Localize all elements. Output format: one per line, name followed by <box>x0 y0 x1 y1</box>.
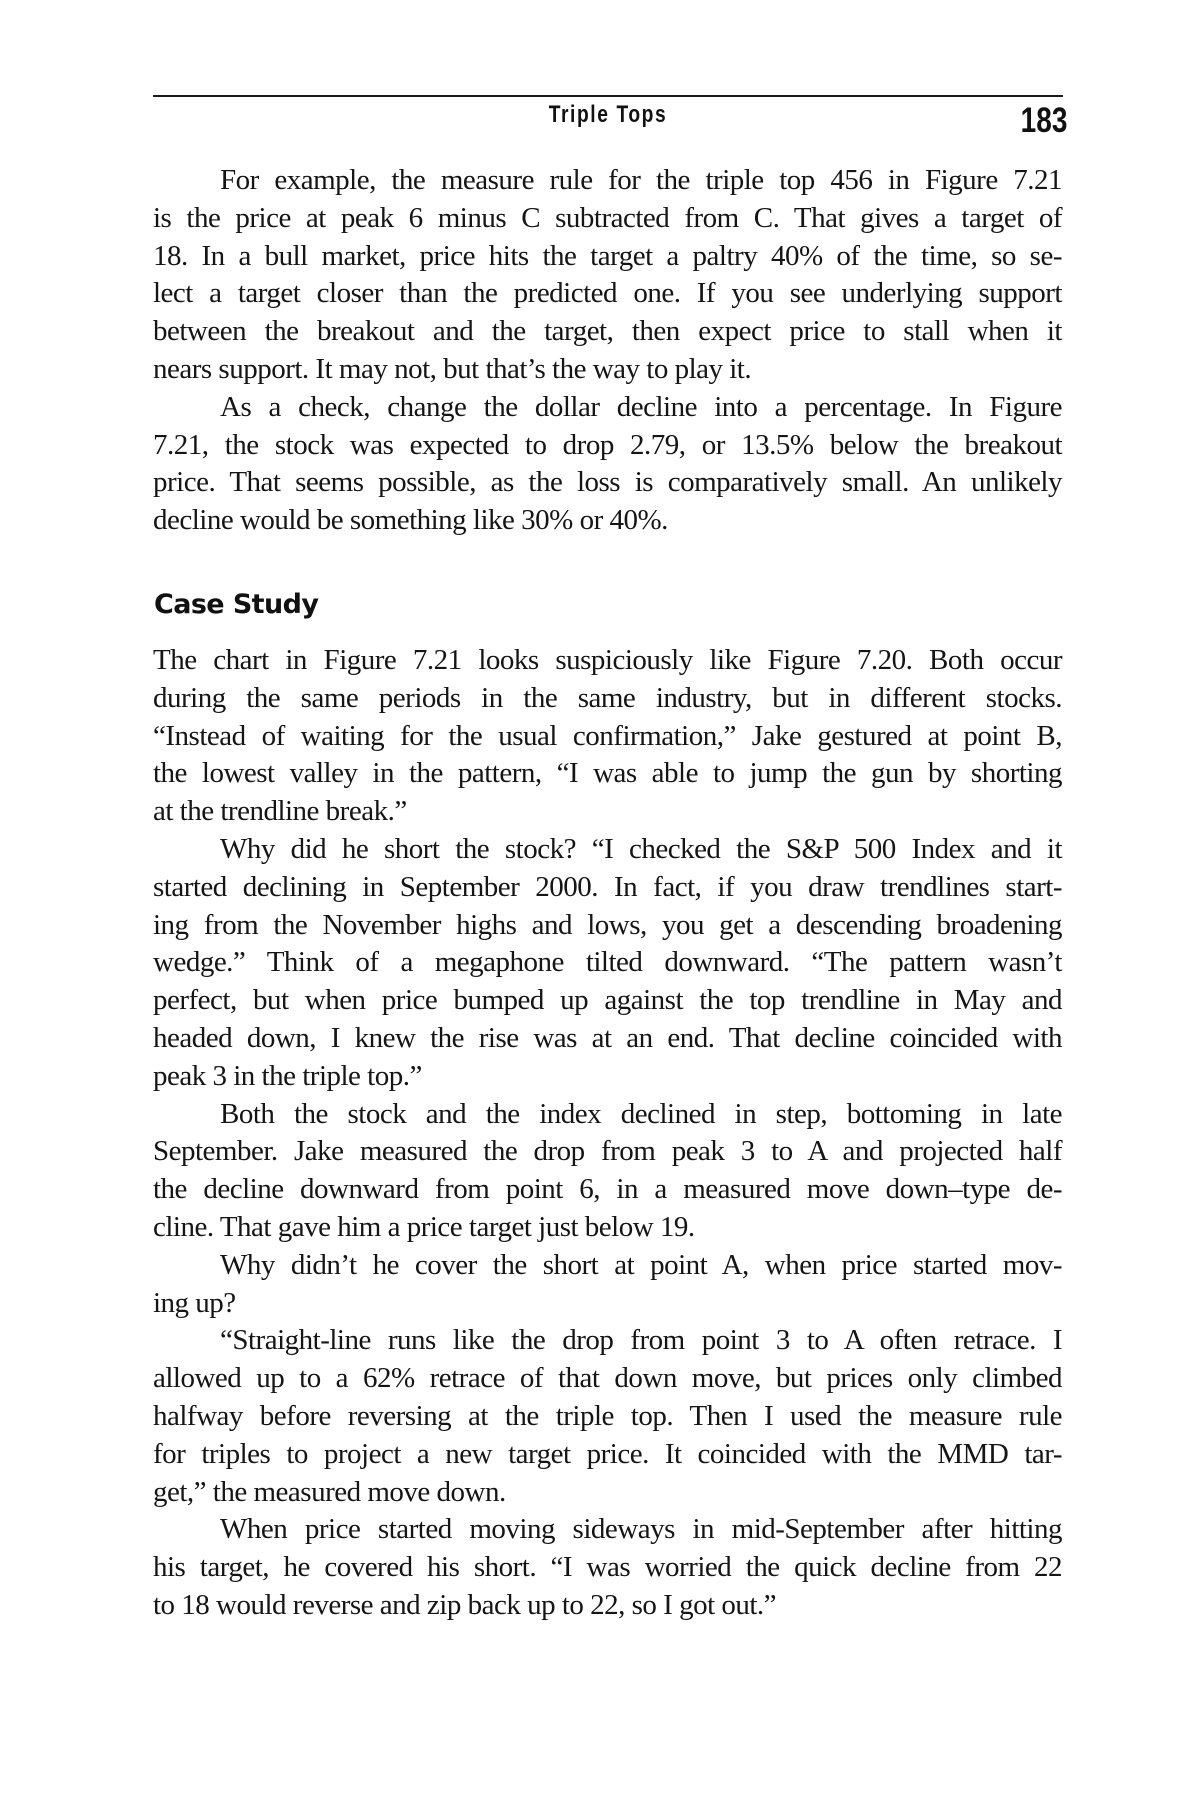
text-line: to 18 would reverse and zip back up to 22, so I got out.” <box>153 1588 777 1621</box>
text-line: ing up? <box>153 1286 236 1319</box>
text-line: “Straight-line runs like the drop from point 3 to A often retrace. I <box>220 1324 1062 1357</box>
header-rule <box>153 95 1063 97</box>
text-line: nears support. It may not, but that’s the way to play it. <box>153 352 752 385</box>
intro-section <box>153 162 1062 540</box>
text-line: halfway before reversing at the triple top. Then I used the measure rule <box>153 1399 1062 1432</box>
paragraph <box>153 831 1062 1096</box>
text-line: the decline downward from point 6, in a measured move down–type de- <box>153 1173 1062 1206</box>
text-line: started declining in September 2000. In fact, if you draw trendlines start- <box>153 870 1062 903</box>
text-line: September. Jake measured the drop from peak 3 to A and projected half <box>153 1135 1062 1168</box>
paragraph <box>153 1511 1062 1624</box>
text-line: allowed up to a 62% retrace of that down move, but prices only climbed <box>153 1362 1062 1395</box>
running-title: Triple Tops <box>548 101 668 128</box>
text-line: headed down, I knew the rise was at an end. That decline coincided with <box>153 1021 1062 1054</box>
text-line: The chart in Figure 7.21 looks suspiciously like Figure 7.20. Both occur <box>153 644 1062 676</box>
paragraph <box>153 162 1062 389</box>
text-line: during the same periods in the same industry, but in different stocks. <box>153 681 1062 714</box>
paragraph <box>153 1096 1062 1247</box>
paragraph <box>153 389 1062 540</box>
text-line: get,” the measured move down. <box>153 1475 506 1508</box>
text-line: perfect, but when price bumped up against the top trendline in May and <box>153 984 1062 1017</box>
text-line: is the price at peak 6 minus C subtracted from C. That gives a target of <box>153 201 1062 234</box>
paragraph <box>153 1247 1062 1323</box>
text-line: “Instead of waiting for the usual confirmation,” Jake gestured at point B, <box>153 719 1062 752</box>
text-line: cline. That gave him a price target just below 19. <box>153 1210 695 1243</box>
text-line: between the breakout and the target, then expect price to stall when it <box>153 315 1062 348</box>
text-line: Why didn’t he cover the short at point A, when price started mov- <box>220 1248 1062 1281</box>
paragraph <box>153 1322 1062 1511</box>
text-line: price. That seems possible, as the loss is comparatively small. An unlikely <box>153 466 1062 499</box>
text-line: 7.21, the stock was expected to drop 2.79, or 13.5% below the breakout <box>153 428 1062 461</box>
paragraph <box>153 642 1062 831</box>
text-line: When price started moving sideways in mid-September after hitting <box>220 1513 1062 1546</box>
section-heading: Case Study <box>154 589 319 620</box>
text-line: ing from the November highs and lows, you get a descending broadening <box>153 908 1062 941</box>
text-line: peak 3 in the triple top.” <box>153 1059 422 1092</box>
text-line: wedge.” Think of a megaphone tilted downward. “The pattern wasn’t <box>153 946 1062 979</box>
text-line: lect a target closer than the predicted one. If you see underlying support <box>153 277 1062 310</box>
case-study-section <box>153 642 1062 1625</box>
text-line: 18. In a bull market, price hits the target a paltry 40% of the time, so se- <box>153 239 1062 272</box>
page-number: 183 <box>1020 101 1067 140</box>
text-line: For example, the measure rule for the triple top 456 in Figure 7.21 <box>220 164 1062 196</box>
text-line: Why did he short the stock? “I checked the S&P 500 Index and it <box>220 832 1062 865</box>
text-line: decline would be something like 30% or 40%. <box>153 504 668 537</box>
text-line: Both the stock and the index declined in step, bottoming in late <box>220 1097 1062 1130</box>
text-line: for triples to project a new target price. It coincided with the MMD tar- <box>153 1437 1062 1470</box>
text-line: As a check, change the dollar decline into a percentage. In Figure <box>220 390 1062 423</box>
text-line: his target, he covered his short. “I was worried the quick decline from 22 <box>153 1551 1062 1584</box>
text-line: the lowest valley in the pattern, “I was able to jump the gun by shorting <box>153 757 1062 790</box>
text-line: at the trendline break.” <box>153 795 407 828</box>
